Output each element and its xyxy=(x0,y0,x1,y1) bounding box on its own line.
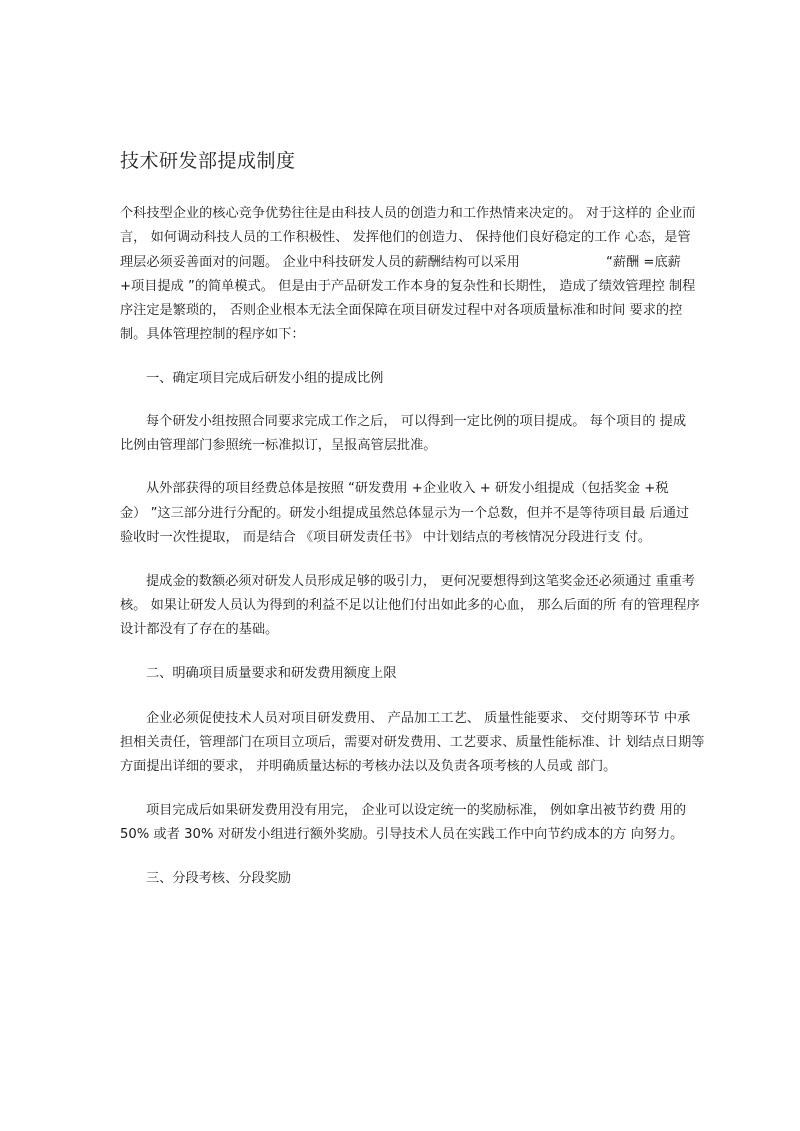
paragraph-line: 序注定是繁琐的， 否则企业根本无法全面保障在项目研发过程中对各项质量标准和时间 要求的控 xyxy=(120,303,683,318)
section-heading: 二、明确项目质量要求和研发费用额度上限 xyxy=(146,666,397,681)
paragraph-line: 比例由管理部门参照统一标准拟订，呈报高管层批准。 xyxy=(120,438,437,453)
paragraph-line: 企业必须促使技术人员对项目研发费用、 产品加工工艺、 质量性能要求、 交付期等环节 中承 xyxy=(146,711,691,726)
paragraph-line: “薪酬 =底薪 xyxy=(606,255,681,270)
paragraph-line: 制。具体管理控制的程序如下： xyxy=(120,327,305,342)
paragraph-line: 设计都没有了存在的基础。 xyxy=(120,622,279,637)
paragraph-line: 从外部获得的项目经费总体是按照 “研发费用 +企业收入 + 研发小组提成（包括奖金 +税 xyxy=(146,481,669,496)
paragraph-line: 验收时一次性提取， 而是结合 《项目研发责任书》 中计划结点的考核情况分段进行支 付。 xyxy=(120,530,652,545)
paragraph-line: 核。 如果让研发人员认为得到的利益不足以让他们付出如此多的心血， 那么后面的所 有的管理程序 xyxy=(120,598,700,613)
paragraph-line: 50% 或者 30% 对研发小组进行额外奖励。引导技术人员在实践工作中向节约成本的方 向努力。 xyxy=(120,827,684,842)
paragraph-line: 项目完成后如果研发费用没有用完， 企业可以设定统一的奖励标准， 例如拿出被节约费 用的 xyxy=(146,803,687,818)
document-title: 技术研发部提成制度 xyxy=(120,150,296,172)
section-heading: 一、确定项目完成后研发小组的提成比例 xyxy=(146,371,384,386)
paragraph-line: 每个研发小组按照合同要求完成工作之后， 可以得到一定比例的项目提成。 每个项目的 提成 xyxy=(146,414,687,429)
paragraph-line: 方面提出详细的要求， 并明确质量达标的考核办法以及负责各项考核的人员或 部门。 xyxy=(120,759,617,774)
paragraph-line: 理层必须妥善面对的问题。 企业中科技研发人员的薪酬结构可以采用 xyxy=(120,255,520,270)
paragraph-line: 言， 如何调动科技人员的工作积极性、 发挥他们的创造力、 保持他们良好稳定的工作 心态，是管 xyxy=(120,230,691,245)
paragraph-line: +项目提成 ”的简单模式。 但是由于产品研发工作本身的复杂性和长期性， 造成了绩效管理控 制程 xyxy=(120,279,696,294)
paragraph-line: 金） ”这三部分进行分配的。研发小组提成虽然总体显示为一个总数，但并不是等待项目最 后通过 xyxy=(120,506,690,521)
paragraph-line: 个科技型企业的核心竞争优势往往是由科技人员的创造力和工作热情来决定的。 对于这样的 企业而 xyxy=(120,206,696,221)
paragraph-line: 担相关责任，管理部门在项目立项后，需要对研发费用、工艺要求、质量性能标准、计 划结点日期等 xyxy=(120,735,705,750)
section-heading: 三、分段考核、分段奖励 xyxy=(146,871,292,886)
paragraph-line: 提成金的数额必须对研发人员形成足够的吸引力， 更何况要想得到这笔奖金还必须通过 重重考 xyxy=(146,574,696,589)
